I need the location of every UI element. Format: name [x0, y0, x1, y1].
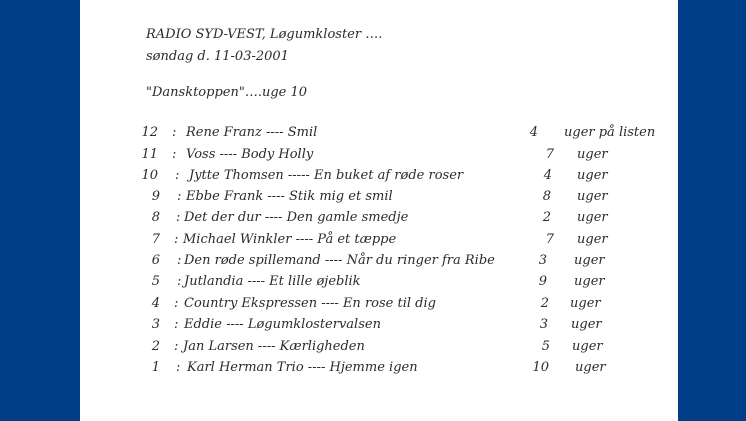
rank-number: 7 [151, 232, 160, 247]
rank-separator: : [176, 360, 181, 375]
artist-song: Den røde spillemand ---- Når du ringer fra Ribe [184, 253, 495, 268]
chart-row [80, 168, 678, 189]
rank-number: 12 [141, 125, 158, 140]
rank-number: 1 [151, 360, 160, 375]
rank-number: 9 [151, 189, 160, 204]
weeks-count: 3 [538, 253, 547, 268]
weeks-count: 7 [545, 232, 554, 247]
station-heading: RADIO SYD-VEST, Løgumkloster …. [146, 27, 383, 42]
artist-song: Voss ---- Body Holly [186, 147, 314, 162]
weeks-unit: uger [572, 339, 603, 354]
chart-row [80, 317, 678, 338]
weeks-unit: uger [574, 253, 605, 268]
rank-number: 10 [141, 168, 158, 183]
weeks-count: 5 [541, 339, 550, 354]
weeks-count: 2 [542, 210, 551, 225]
rank-separator: : [177, 189, 182, 204]
rank-separator: : [174, 339, 179, 354]
weeks-count: 3 [539, 317, 548, 332]
artist-song: Eddie ---- Løgumklostervalsen [184, 317, 381, 332]
artist-song: Country Ekspressen ---- En rose til dig [184, 296, 436, 311]
weeks-count: 7 [545, 147, 554, 162]
rank-number: 5 [151, 274, 160, 289]
artist-song: Jytte Thomsen ----- En buket af røde roser [189, 168, 464, 183]
weeks-count: 4 [543, 168, 552, 183]
document-body [80, 0, 678, 421]
rank-separator: : [177, 274, 182, 289]
artist-song: Jutlandia ---- Et lille øjeblik [184, 274, 361, 289]
chart-title: "Dansktoppen"….uge 10 [146, 85, 308, 100]
rank-separator: : [176, 210, 181, 225]
weeks-unit: uger [577, 189, 608, 204]
weeks-unit: uger [577, 210, 608, 225]
weeks-unit: uger [577, 168, 608, 183]
weeks-unit: uger [577, 232, 608, 247]
chart-row [80, 253, 678, 274]
chart-row [80, 360, 678, 381]
artist-song: Ebbe Frank ---- Stik mig et smil [186, 189, 393, 204]
weeks-count: 10 [532, 360, 549, 375]
chart-row [80, 210, 678, 231]
chart-row [80, 296, 678, 317]
weeks-unit: uger [571, 317, 602, 332]
rank-number: 4 [151, 296, 160, 311]
weeks-unit: uger [574, 274, 605, 289]
rank-separator: : [174, 232, 179, 247]
artist-song: Jan Larsen ---- Kærligheden [183, 339, 365, 354]
rank-number: 8 [151, 210, 160, 225]
rank-number: 2 [151, 339, 160, 354]
document-page [80, 0, 678, 421]
rank-separator: : [174, 317, 179, 332]
weeks-count: 8 [542, 189, 551, 204]
artist-song: Karl Herman Trio ---- Hjemme igen [187, 360, 418, 375]
chart-row [80, 339, 678, 360]
weeks-count: 2 [540, 296, 549, 311]
chart-row [80, 232, 678, 253]
rank-number: 3 [151, 317, 160, 332]
rank-number: 6 [151, 253, 160, 268]
weeks-unit: uger [570, 296, 601, 311]
artist-song: Michael Winkler ---- På et tæppe [183, 232, 397, 247]
broadcast-date: søndag d. 11-03-2001 [146, 49, 289, 64]
artist-song: Det der dur ---- Den gamle smedje [184, 210, 409, 225]
rank-separator: : [174, 296, 179, 311]
chart-row [80, 147, 678, 168]
artist-song: Rene Franz ---- Smil [186, 125, 318, 140]
weeks-count: 4 [529, 125, 538, 140]
rank-separator: : [175, 168, 180, 183]
chart-row [80, 189, 678, 210]
rank-number: 11 [141, 147, 158, 162]
rank-separator: : [172, 125, 177, 140]
weeks-unit: uger [575, 360, 606, 375]
rank-separator: : [177, 253, 182, 268]
chart-row [80, 274, 678, 295]
weeks-unit: uger på listen [564, 125, 656, 140]
weeks-unit: uger [577, 147, 608, 162]
chart-row [80, 125, 678, 146]
weeks-count: 9 [538, 274, 547, 289]
rank-separator: : [172, 147, 177, 162]
